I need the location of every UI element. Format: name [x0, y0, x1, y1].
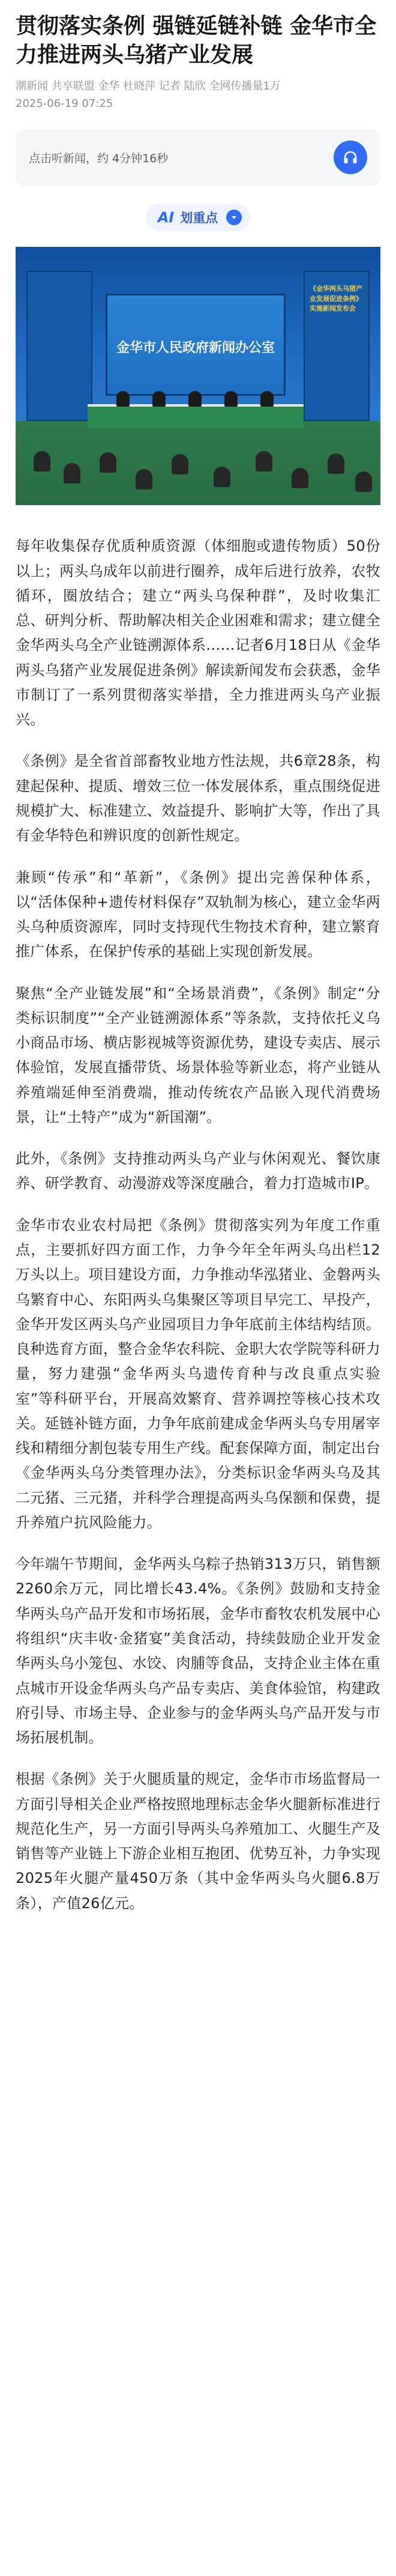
audio-player-card[interactable] — [16, 129, 380, 186]
headphones-icon[interactable] — [334, 141, 367, 174]
ai-summary-label: 划重点 — [180, 211, 218, 226]
article-paragraph: 聚焦“全产业链发展”和“全场景消费”，《条例》制定“分类标识制度”“全产业链溯源体系”等条款，支持依托义乌小商品市场、横店影视城等资源优势，建设专卖店、展示体验馆，发展直播带货、场景体验等新业态，将产业链从养殖端延伸至消费端，推动传统农产品嵌入现代消费场景，让“土特产”成为“新国潮”。 — [16, 984, 380, 1126]
ai-summary-toggle[interactable] — [146, 204, 251, 231]
article-title: 贯彻落实条例 强链延链补链 金华市全力推进两头乌猪产业发展 — [16, 14, 377, 67]
article-body — [16, 534, 380, 1916]
photo-audience — [16, 445, 380, 505]
article-paragraph: 兼顾“传承”和“革新”，《条例》提出完善保种体系，以“活体保种+遗传材料保存”双轨制为核心，建立金华两头乌种质资源库，同时支持现代生物技术育种，建立繁育推广体系，在保护传承的基础上实现创新发展。 — [16, 868, 380, 960]
photo-screen-text: 金华市人民政府新闻办公室 — [116, 341, 275, 356]
article-paragraph: 此外，《条例》支持推动两头乌产业与休闲观光、餐饮康养、研学教育、动漫游戏等深度融合，着力打造城市IP。 — [16, 1150, 380, 1192]
audience-member — [328, 453, 344, 474]
article-date: 2025-06-19 07:25 — [16, 97, 113, 110]
audience-member — [136, 469, 152, 489]
audience-member — [34, 451, 50, 471]
photo-side-text: 《金华两头乌猪产业发展促进条例》实施新闻发布会 — [310, 285, 362, 313]
chevron-down-icon[interactable] — [226, 210, 242, 225]
audience-member — [64, 463, 80, 483]
audience-member — [172, 454, 188, 474]
speaker — [224, 391, 238, 407]
speaker — [188, 391, 202, 407]
speaker — [152, 391, 166, 407]
audience-member — [214, 467, 230, 487]
speaker — [260, 391, 274, 407]
article-paragraph: 每年收集保存优质种质资源（体细胞或遗传物质）50份以上；两头乌成年以前进行圈养，成年后进行放养，农牧循环，圈放结合；建立“两头乌保种群”，及时收集汇总、研判分析、帮助解决相关企业困难和需求；建立健全金华两头乌全产业链溯源体系……记者6月18日从《金华两头乌猪产业发展促进条例》解读新闻发布会获悉，金华市制订了一系列贯彻落实举措，全力推进两头乌产业振兴。 — [16, 538, 380, 729]
ai-badge: AI — [157, 209, 175, 226]
audio-label: 点击听新闻，约 4分钟16秒 — [29, 151, 169, 165]
article-paragraph: 《条例》是全省首部畜牧业地方性法规，共6章28条，构建起保种、提质、增效三位一体发展体系，重点围绕促进规模扩大、标准建立、效益提升、影响扩大等，作出了具有金华特色和辨识度的创新性规定。 — [16, 753, 380, 844]
article-paragraph: 根据《条例》关于火腿质量的规定，金华市市场监督局一方面引导相关企业严格按照地理标志金华火腿新标准进行规范化生产，另一方面引导两头乌养殖加工、火腿生产及销售等产业链上下游企业相互抱团、优势互补，力争实现2025年火腿产量450万条（其中金华两头乌火腿6.8万条），产值26亿元。 — [16, 1771, 380, 1912]
press-conference-photo — [16, 247, 380, 505]
photo-screen — [106, 294, 286, 396]
article-source: 潮新闻 共享联盟 金华 杜晓萍 记者 陆欣 全网传播量1万 — [16, 79, 281, 92]
audience-member — [355, 471, 372, 492]
audience-member — [292, 468, 308, 488]
article-paragraph: 金华市农业农村局把《条例》贯彻落实列为年度工作重点，主要抓好四方面工作，力争今年全年两头乌出栏12万头以上。项目建设方面，力争推动华泓猪业、金磐两头乌繁育中心、东阳两头乌集聚区等项目早完工、早投产，金华开发区两头乌产业园项目力争年底前主体结构结顶。良种选育方面，整合金华农科院、金职大农学院等科研力量，努力建强“金华两头乌遗传育种与改良重点实验室”等科研平台，开展高效繁育、营养调控等核心技术攻关。延链补链方面，力争年底前建成金华两头乌专用屠宰线和精细分割包装专用生产线。配套保障方面，制定出台《金华两头乌分类管理办法》，分类标识金华两头乌及其二元猪、三元猪，并科学合理提高两头乌保额和保费，提升养殖户抗风险能力。 — [16, 1216, 380, 1531]
article-paragraph: 今年端午节期间，金华两头乌粽子热销313万只，销售额2260余万元，同比增长43.4%。《条例》鼓励和支持金华两头乌产品开发和市场拓展，金华市畜牧农机发展中心将组织“庆丰收·金猪宴”美食活动，持续鼓励企业开发金华两头乌小笼包、水饺、肉脯等食品，支持企业主体在重点城市开设金华两头乌产品专卖店、美食体验馆，构建政府引导、市场主导、企业参与的金华两头乌产品开发与市场拓展机制。 — [16, 1556, 380, 1747]
speaker — [116, 391, 130, 407]
audience-member — [256, 451, 272, 471]
photo-speakers — [16, 391, 380, 409]
ai-summary-bar — [16, 204, 380, 231]
audience-member — [100, 452, 116, 473]
